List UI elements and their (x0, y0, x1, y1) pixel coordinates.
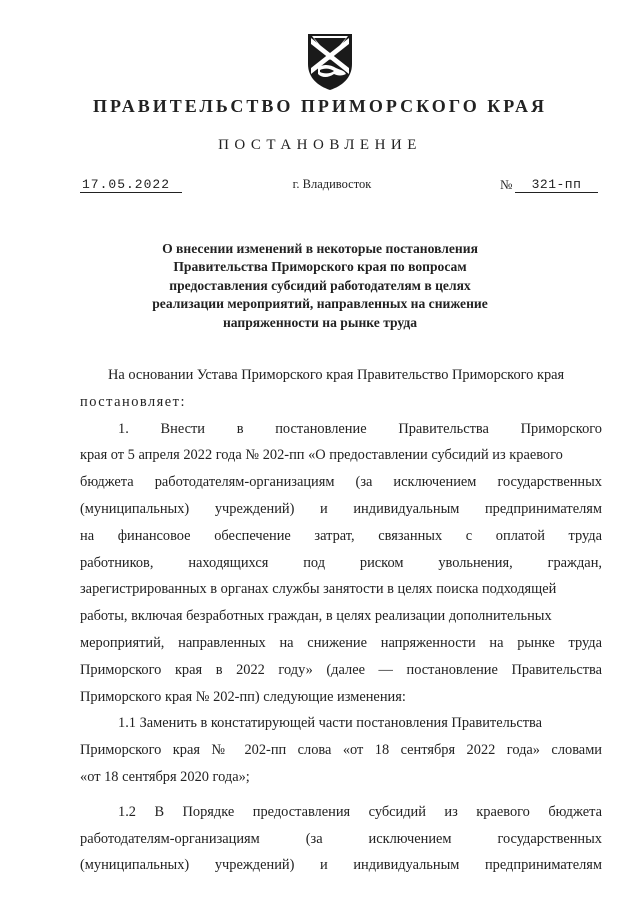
body-line: 1. Внести в постановление Правительства Приморского (118, 420, 602, 437)
title-line: Правительства Приморского края по вопросам (173, 259, 467, 275)
coat-of-arms-icon (300, 30, 360, 92)
title-line: реализации мероприятий, направленных на снижение (152, 296, 488, 312)
document-city: г. Владивосток (292, 177, 372, 191)
body-line: (муниципальных) учреждений) и индивидуальным предпринимателям (80, 857, 602, 874)
government-title: ПРАВИТЕЛЬСТВО ПРИМОРСКОГО КРАЯ (93, 96, 547, 116)
body-line: мероприятий, направленных на снижение напряженности на рынке труда (80, 634, 602, 651)
title-line: напряженности на рынке труда (222, 314, 418, 330)
document-body (80, 362, 602, 879)
body-line: зарегистрированных в органах службы занятости в целях поиска подходящей (80, 581, 557, 598)
body-line: на финансовое обеспечение затрат, связанных с оплатой труда (80, 527, 602, 544)
body-line: Приморского края № 202-пп) следующие изменения: (80, 688, 406, 705)
body-line: 1.1 Заменить в констатирующей части постановления Правительства (118, 715, 542, 732)
body-line: работы, включая безработных граждан, в целях реализации дополнительных (80, 608, 552, 625)
body-line: (муниципальных) учреждений) и индивидуальным предпринимателям (80, 500, 602, 517)
body-line: края от 5 апреля 2022 года № 202-пп «О предоставлении субсидий из краевого (80, 447, 563, 464)
title-line: О внесении изменений в некоторые постановления (162, 241, 478, 256)
body-line: 1.2 В Порядке предоставления субсидий из краевого бюджета (118, 803, 602, 820)
document-type: ПОСТАНОВЛЕНИЕ (218, 137, 422, 153)
document-title (100, 240, 540, 332)
number-label: № (500, 177, 513, 192)
body-line: «от 18 сентября 2020 года»; (80, 768, 250, 785)
body-line: Приморского края в 2022 году» (далее — постановление Правительства (80, 661, 602, 678)
body-line: На основании Устава Приморского края Правительство Приморского края (108, 367, 565, 383)
title-line: предоставления субсидий работодателям в целях (169, 277, 471, 293)
document-number: 321-пп (515, 177, 598, 193)
body-line: работодателям-организациям (за исключением государственных (80, 830, 602, 847)
body-line: бюджета работодателям-организациям (за исключением государственных (80, 474, 602, 491)
body-line: работников, находящихся под риском увольнения, граждан, (80, 554, 602, 571)
body-line: постановляет: (80, 393, 186, 410)
body-line: Приморского края № 202-пп слова «от 18 сентября 2022 года» словами (80, 742, 602, 759)
document-date: 17.05.2022 (80, 177, 182, 193)
